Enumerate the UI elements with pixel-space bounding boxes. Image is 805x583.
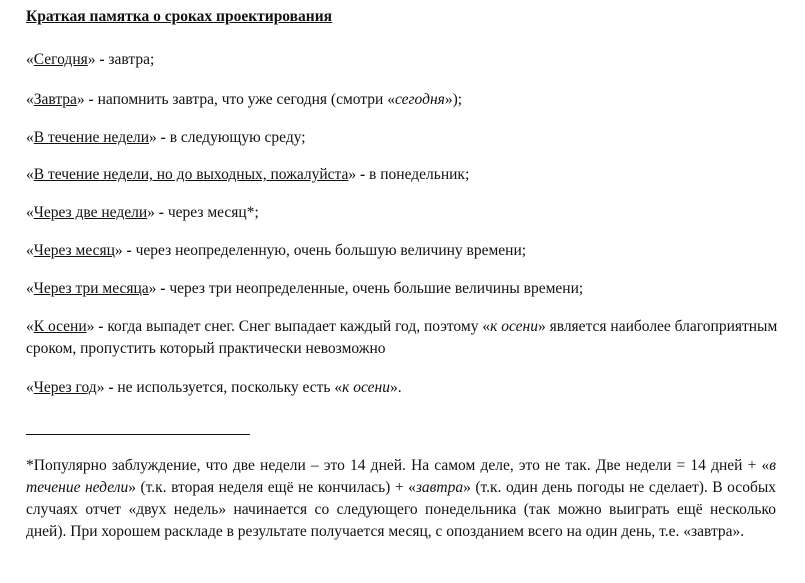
entry-dash: -	[126, 242, 132, 259]
entry-meaning: через месяц*;	[167, 204, 259, 221]
entry-meaning: через неопределенную, очень большую величину времени;	[135, 242, 527, 259]
entry-term: Сегодня	[33, 51, 88, 68]
entry-dash: -	[99, 51, 105, 68]
entry-within-week-before-weekend: «В течение недели, но до выходных, пожалуйста» - в понедельник;	[26, 166, 470, 183]
entry-dash: -	[108, 379, 114, 396]
entry-term: Через месяц	[33, 242, 115, 259]
entry-term: В течение недели, но до выходных, пожалуйста	[33, 166, 349, 183]
entry-tomorrow: «Завтра» - напомнить завтра, что уже сегодня (смотри «сегодня»);	[26, 91, 463, 108]
entry-dash: -	[88, 91, 94, 108]
entry-tail: »);	[444, 91, 463, 108]
footnote-text: *Популярно заблуждение, что две недели – это 14 дней. На самом деле, это не так. Две недели = 14 дней + «	[26, 457, 770, 474]
entry-dash: -	[360, 166, 366, 183]
entry-meaning: когда выпадет снег. Снег выпадает каждый год, поэтому «	[107, 318, 491, 335]
entry-italic-ref: сегодня	[394, 91, 445, 108]
entry-meaning: через три неопределенные, очень большие величины времени;	[169, 280, 584, 297]
entry-one-month: «Через месяц» - через неопределенную, очень большую величину времени;	[26, 242, 527, 259]
entry-term: Завтра	[33, 91, 77, 108]
entry-meaning: в понедельник;	[369, 166, 470, 183]
entry-three-months: «Через три месяца» - через три неопределенные, очень большие величины времени;	[26, 280, 584, 297]
entry-term: Через две недели	[33, 204, 148, 221]
entry-two-weeks: «Через две недели» - через месяц*;	[26, 204, 259, 221]
footnote-italic-ref: завтра	[415, 479, 464, 496]
entry-meaning: завтра;	[108, 51, 155, 68]
entry-dash: -	[158, 204, 164, 221]
footnote-separator	[26, 434, 250, 435]
entry-by-autumn: «К осени» - когда выпадет снег. Снег выпадает каждый год, поэтому «к осени» является наиболее благоприятным сроком, пропустить который практически невозможно	[26, 318, 778, 357]
entry-meaning: не используется, поскольку есть «	[117, 379, 343, 396]
entry-dash: -	[160, 129, 166, 146]
entry-term: В течение недели	[33, 129, 150, 146]
entry-today: «Сегодня» - завтра;	[26, 51, 155, 68]
entry-term: Через три месяца	[33, 280, 149, 297]
footnote-text: » (т.к. вторая неделя ещё не кончилась) + «	[128, 479, 416, 496]
entry-italic-ref: к осени	[342, 379, 390, 396]
entry-tail: ».	[390, 379, 402, 396]
entry-italic-ref: к осени	[490, 318, 538, 335]
entry-in-a-year: «Через год» - не используется, поскольку есть «к осени».	[26, 379, 402, 396]
entry-dash: -	[98, 318, 104, 335]
entry-term: Через год	[33, 379, 97, 396]
entry-dash: -	[160, 280, 166, 297]
footnote-italic-ref: в течение недели	[26, 457, 776, 496]
entry-meaning: напомнить завтра, что уже сегодня (смотри «	[97, 91, 395, 108]
entry-term: К осени	[33, 318, 87, 335]
footnote-text: » (т.к. один день погоды не сделает). В особых случаях отчет «двух недель» начинается со следующего понедельника (так можно выиграть ещё несколько дней). При хорошем раскладе в результате получается месяц, с опозданием всего на один день, т.е. «завтра».	[26, 479, 776, 540]
entry-within-week: «В течение недели» - в следующую среду;	[26, 129, 306, 146]
document-title: Краткая памятка о сроках проектирования	[26, 8, 333, 25]
footnote	[26, 455, 776, 543]
entry-tail: » является наиболее благоприятным сроком, пропустить который практически невозможно	[26, 318, 778, 357]
entry-meaning: в следующую среду;	[169, 129, 306, 146]
